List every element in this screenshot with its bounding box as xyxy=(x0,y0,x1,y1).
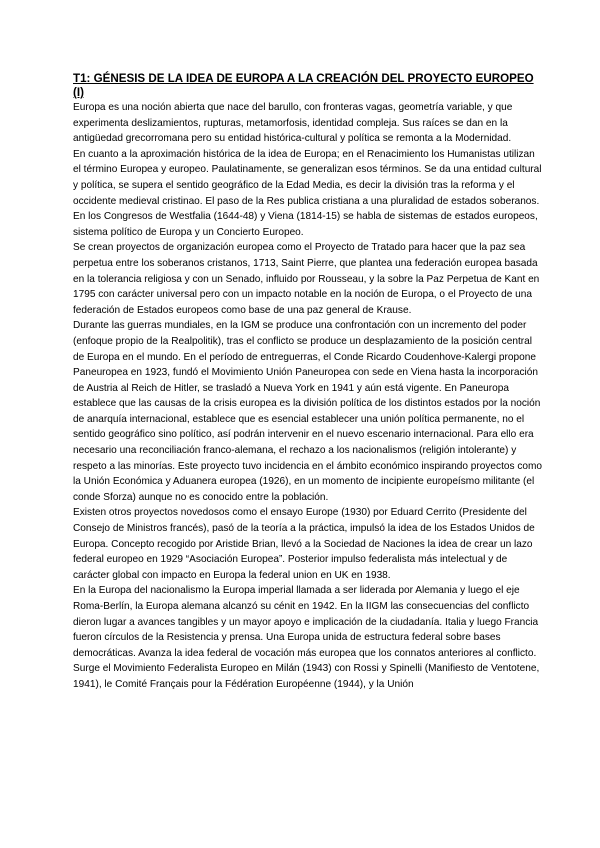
paragraph-aproximacion-historica: En cuanto a la aproximación histórica de la idea de Europa; en el Renacimiento los Humanistas utilizan el término Europea y europeo. Paulatinamente, se generalizan esos términos. Se da una entidad cultural y política, se supera el sentido geográfico de la Edad Media, es decir la división tras la reforma y el occidente medieval cristinao. El paso de la Res publica cristiana a una pluralidad de estados soberanos. En los Congresos de Westfalia (1644-48) y Viena (1814-15) se habla de sistemas de estados europeos, sistema político de Europa y un Concierto Europeo. xyxy=(73,148,542,238)
paragraph-europa-nocion: Europa es una noción abierta que nace del barullo, con fronteras vagas, geometría variable, y que experimenta deslizamientos, rupturas, metamorfosis, identidad compleja. Sus raíces se dan en la antigüedad grecorromana pero su entidad histórica-cultural y política se remonta a la Modernidad. xyxy=(73,102,513,145)
document-title: T1: GÉNESIS DE LA IDEA DE EUROPA A LA CREACIÓN DEL PROYECTO EUROPEO (I) xyxy=(73,72,534,99)
paragraph-otros-proyectos: Existen otros proyectos novedosos como el ensayo Europe (1930) por Eduard Cerrito (Presidente del Consejo de Ministros francés), pasó de la teoría a la práctica, impulsó la idea de los Estados Unidos de Europa. Concepto recogido por Aristide Brian, llevó a la Sociedad de Naciones la idea de crear un lazo federal europeo en 1929 “Asociación Europea”. Posterior impulso federalista más intelectual y de carácter global con impacto en Europa la federal union en UK en 1938. xyxy=(73,507,535,581)
paragraph-proyectos-organizacion: Se crean proyectos de organización europea como el Proyecto de Tratado para hacer que la paz sea perpetua entre los soberanos cristanos, 1713, Saint Pierre, que plantea una federación europea basada en la tolerancia religiosa y con un Senado, influido por Rousseau, y la sobre la Paz Perpetua de Kant en 1795 con carácter universal pero con un impacto notable en la noción de Europa, o el Proyecto de una federación de Estados europeos como base de una paz general de Krause. xyxy=(73,242,540,316)
paragraph-guerras-mundiales: Durante las guerras mundiales, en la IGM se produce una confrontación con un incremento del poder (enfoque propio de la Realpolitik), tras el conflicto se produce un desplazamiento de la posición central de Europa en el mundo. En el período de entreguerras, el Conde Ricardo Coudenhove-Kalergi propone Paneuropea en 1923, fundó el Movimiento Unión Paneuropea con sede en Viena hasta la incorporación de Austria al Reich de Hitler, se trasladó a Nueva York en 1941 y aún está vigente. En Paneuropa establece que las causas de la crisis europea es la división política de los distintos estados por la noción de anarquía internacional, establece que es esencial establecer una unión política permanente, no el sentido geográfico sino político, así podrán intervenir en el nuevo escenario internacional. Para ello era necesario una reconciliación franco-alemana, el rechazo a los nacionalismos (religión intolerante) y respeto a las minorías. Este proyecto tuvo incidencia en el ámbito económico inspirando proyectos como la Unión Económica y Aduanera europea (1926), en un momento de incipiente europeísmo militante (el conde Sforza) aunque no es conocido entre la población. xyxy=(73,320,543,503)
document-body xyxy=(73,72,543,693)
paragraph-europa-nacionalismo: En la Europa del nacionalismo la Europa imperial llamada a ser liderada por Alemania y luego el eje Roma-Berlín, la Europa alemana alcanzó su cénit en 1942. En la IIGM las consecuencias del conflicto dieron lugar a avances tangibles y un mayor apoyo e implicación de la ciudadanía. Italia y luego Francia fueron círculos de la Resistencia y prensa. Una Europa unida de estructura federal sobre bases democráticas. Avanza la idea federal de vocación más europea que los connatos anteriores al conflicto. Surge el Movimiento Federalista Europeo en Milán (1943) con Rossi y Spinelli (Manifiesto de Ventotene, 1941), le Comité Français pour la Fédération Européenne (1944), y la Unión xyxy=(73,585,540,690)
